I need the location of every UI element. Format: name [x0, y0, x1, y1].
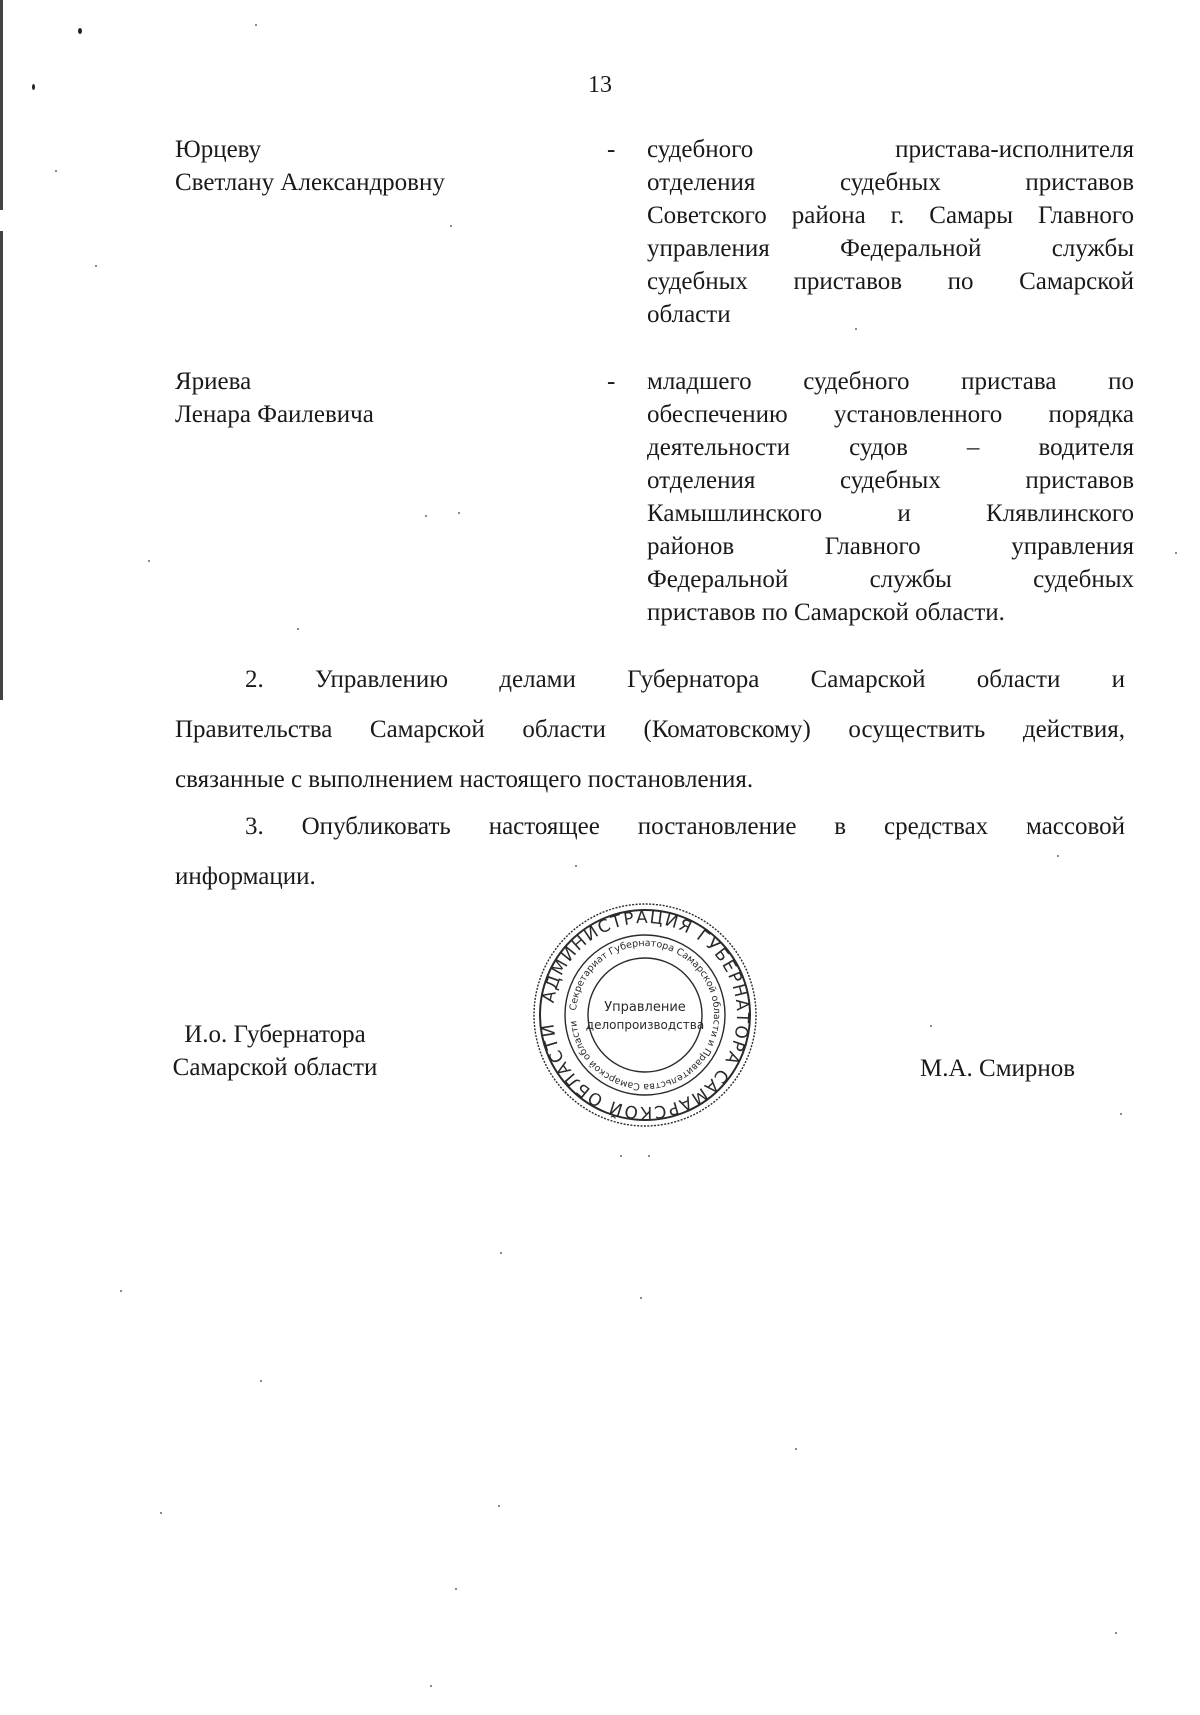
- scan-speck: [620, 1155, 622, 1157]
- seal-ring-text: Секретариат Губернатора Самарской области и Правительства Самарской области: [568, 937, 723, 1093]
- position-line: области: [647, 301, 731, 328]
- position-line: районов Главного управления: [647, 533, 1134, 560]
- appointee-surname: Яриева: [175, 368, 252, 395]
- scan-speck: [148, 560, 150, 562]
- scan-speck: [78, 28, 82, 34]
- signatory-title: И.о. Губернатора: [184, 1021, 366, 1048]
- position-line: обеспечению установленного порядка: [647, 401, 1134, 428]
- page-number: 13: [588, 72, 612, 98]
- clause-3: [175, 802, 1125, 902]
- position-line: деятельности судов – водителя: [647, 434, 1134, 461]
- scan-speck: [430, 1685, 432, 1687]
- scan-speck: [1115, 1632, 1117, 1634]
- appointee-given-names: Светлану Александровну: [175, 169, 445, 196]
- seal-center-line: Управление: [604, 1000, 686, 1015]
- position-line: отделения судебных приставов: [647, 467, 1134, 494]
- position-line: Федеральной службы судебных: [647, 566, 1134, 593]
- appointee-position: [647, 365, 1134, 629]
- position-line: приставов по Самарской области.: [647, 599, 1005, 626]
- position-line: отделения судебных приставов: [647, 169, 1134, 196]
- appointee-name: [175, 133, 575, 199]
- scan-speck: [260, 1380, 262, 1382]
- scan-speck: [1175, 552, 1177, 554]
- scan-speck: [55, 170, 57, 172]
- signatory-position: [150, 1018, 400, 1084]
- appointee-entry: [175, 133, 1135, 333]
- signatory-region: Самарской области: [172, 1054, 378, 1081]
- entry-dash: -: [607, 368, 616, 395]
- appointee-given-names: Ленара Фаилевича: [175, 401, 374, 428]
- entry-dash: -: [607, 136, 616, 163]
- official-seal: [530, 900, 760, 1130]
- scan-speck: [500, 1252, 502, 1254]
- position-line: управления Федеральной службы: [647, 235, 1134, 262]
- seal-middle-ring: [565, 935, 725, 1095]
- seal-outer-ring: [534, 904, 756, 1126]
- scan-speck: [1120, 1113, 1122, 1115]
- appointee-surname: Юрцеву: [175, 136, 262, 163]
- position-line: Советского района г. Самары Главного: [647, 202, 1134, 229]
- seal-outer-text: АДМИНИСТРАЦИЯ ГУБЕРНАТОРА САМАРСКОЙ ОБЛАСТИ: [538, 907, 753, 1123]
- scan-speck: [648, 1155, 650, 1157]
- clause-2: [175, 655, 1125, 805]
- appointee-name: [175, 365, 575, 431]
- scan-speck: [498, 1505, 500, 1507]
- clause-line: связанные с выполнением настоящего постановления.: [175, 766, 754, 793]
- clause-line: 3. Опубликовать настоящее постановление в средствах массовой: [245, 813, 1125, 840]
- scan-speck: [160, 1512, 162, 1514]
- seal-center-line: делопроизводства: [585, 1018, 705, 1032]
- signatory-name: М.А. Смирнов: [920, 1055, 1076, 1082]
- scan-speck: [120, 1290, 122, 1292]
- position-line: судебного пристава-исполнителя: [647, 136, 1134, 163]
- scan-speck: [255, 24, 257, 26]
- position-line: младшего судебного пристава по: [647, 368, 1134, 395]
- scan-speck: [930, 1025, 932, 1027]
- position-line: судебных приставов по Самарской: [647, 268, 1134, 295]
- scan-left-edge: [0, 0, 3, 700]
- scan-speck: [640, 1297, 642, 1299]
- clause-line: 2. Управлению делами Губернатора Самарской области и: [245, 666, 1125, 693]
- position-line: Камышлинского и Клявлинского: [647, 500, 1134, 527]
- seal-inner-ring: [585, 958, 705, 1072]
- appointee-entry: [175, 365, 1135, 635]
- clause-line: информации.: [175, 863, 316, 890]
- scan-speck: [455, 1588, 457, 1590]
- clause-line: Правительства Самарской области (Коматовскому) осуществить действия,: [175, 716, 1125, 743]
- scan-speck: [795, 1448, 797, 1450]
- appointee-position: [647, 133, 1134, 331]
- scan-speck: [95, 265, 97, 267]
